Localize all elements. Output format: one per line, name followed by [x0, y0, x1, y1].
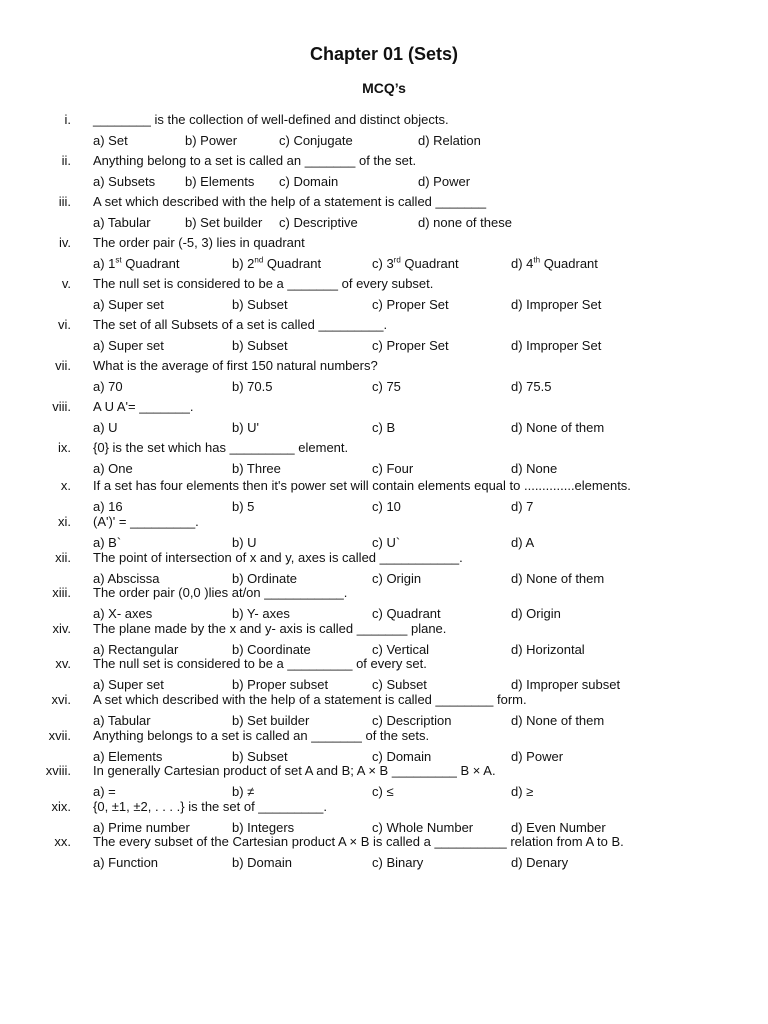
question-item	[0, 512, 768, 552]
question-text: In generally Cartesian product of set A and B; A × B _________ B × A.	[93, 763, 496, 778]
question-text: The every subset of the Cartesian product A × B is called a __________ relation from A to B.	[93, 834, 624, 849]
option-b: b) Power	[185, 133, 238, 148]
option-d: d) Horizontal	[511, 642, 585, 657]
option-a: a) Tabular	[93, 215, 151, 230]
question-item	[0, 690, 768, 730]
option-a: a) =	[93, 784, 116, 799]
option-c: c) ≤	[372, 784, 394, 799]
option-d: d) Improper Set	[511, 338, 602, 353]
option-d: d) ≥	[511, 784, 534, 799]
question-number: xvi.	[51, 692, 71, 707]
option-c: c) Four	[372, 461, 414, 476]
option-d: d) Improper Set	[511, 297, 602, 312]
option-b: b) 2nd Quadrant	[232, 255, 322, 271]
question-text: The plane made by the x and y- axis is called _______ plane.	[93, 621, 447, 636]
option-b: b) Subset	[232, 749, 288, 764]
option-b: b) ≠	[232, 784, 255, 799]
option-d: d) Denary	[511, 855, 569, 870]
option-d: d) A	[511, 535, 535, 550]
option-a: a) 16	[93, 499, 123, 514]
option-b: b) Three	[232, 461, 281, 476]
question-text: The point of intersection of x and y, axes is called ___________.	[93, 550, 463, 565]
question-text: A set which described with the help of a statement is called _______	[93, 194, 487, 209]
option-d: d) 75.5	[511, 379, 552, 394]
question-text: The order pair (0,0 )lies at/on ___________.	[93, 585, 348, 600]
question-text: Anything belong to a set is called an _______ of the set.	[93, 153, 417, 168]
option-b: b) Y- axes	[232, 606, 290, 621]
question-text: The order pair (-5, 3) lies in quadrant	[93, 235, 305, 250]
option-d: d) Even Number	[511, 820, 606, 835]
option-c: c) Binary	[372, 855, 424, 870]
option-a: a) One	[93, 461, 133, 476]
option-a: a) B`	[93, 535, 122, 550]
question-item	[0, 151, 768, 191]
question-number: i.	[64, 112, 71, 127]
option-d: d) Relation	[418, 133, 481, 148]
option-c: c) B	[372, 420, 396, 435]
question-text: What is the average of first 150 natural numbers?	[93, 358, 378, 373]
option-d: d) None of them	[511, 713, 605, 728]
question-number: vi.	[58, 317, 71, 332]
question-number: xiv.	[52, 621, 71, 636]
question-item	[0, 274, 768, 314]
option-d: d) None	[511, 461, 558, 476]
question-number: iii.	[58, 194, 71, 209]
question-number: xviii.	[45, 763, 71, 778]
option-a: a) X- axes	[93, 606, 153, 621]
option-a: a) Prime number	[93, 820, 190, 835]
question-item	[0, 397, 768, 437]
option-a: a) Super set	[93, 297, 164, 312]
question-item	[0, 110, 768, 150]
question-item	[0, 726, 768, 766]
option-d: d) Power	[418, 174, 471, 189]
option-b: b) Ordinate	[232, 571, 298, 586]
option-b: b) Elements	[185, 174, 255, 189]
option-a: a) 1st Quadrant	[93, 255, 180, 271]
question-text: (A')' = _________.	[93, 514, 199, 529]
option-c: c) Proper Set	[372, 338, 449, 353]
option-b: b) U	[232, 535, 257, 550]
question-item	[0, 654, 768, 694]
option-d: d) Improper subset	[511, 677, 621, 692]
option-d: d) 7	[511, 499, 534, 514]
question-number: v.	[61, 276, 71, 291]
option-c: c) Domain	[279, 174, 339, 189]
question-number: xx.	[54, 834, 71, 849]
question-number: xiii.	[52, 585, 71, 600]
question-item	[0, 761, 768, 801]
question-text: The null set is considered to be a _________ of every set.	[93, 656, 427, 671]
question-number: vii.	[55, 358, 71, 373]
question-item	[0, 832, 768, 872]
option-d: d) none of these	[418, 215, 512, 230]
option-b: b) Subset	[232, 338, 288, 353]
question-item	[0, 548, 768, 588]
option-a: a) Set	[93, 133, 128, 148]
question-number: ii.	[61, 153, 71, 168]
option-a: a) 70	[93, 379, 123, 394]
option-b: b) Coordinate	[232, 642, 311, 657]
question-number: x.	[60, 478, 71, 493]
option-c: c) Description	[372, 713, 452, 728]
question-text: Anything belongs to a set is called an _______ of the sets.	[93, 728, 430, 743]
section-heading: MCQ’s	[362, 80, 406, 96]
question-text: A U A'= _______.	[93, 399, 194, 414]
option-c: c) Domain	[372, 749, 432, 764]
question-item	[0, 583, 768, 623]
option-c: c) 75	[372, 379, 401, 394]
question-text: A set which described with the help of a statement is called ________ form.	[93, 692, 527, 707]
option-a: a) Elements	[93, 749, 163, 764]
option-c: c) Proper Set	[372, 297, 449, 312]
question-text: {0, ±1, ±2, . . . .} is the set of _________.	[93, 799, 327, 814]
question-number: xv.	[55, 656, 71, 671]
option-a: a) Abscissa	[93, 571, 160, 586]
option-a: a) Rectangular	[93, 642, 179, 657]
option-b: b) U'	[232, 420, 260, 435]
question-number: iv.	[58, 235, 71, 250]
question-item	[0, 619, 768, 659]
chapter-title: Chapter 01 (Sets)	[309, 44, 459, 64]
question-text: If a set has four elements then it's power set will contain elements equal to ..............elements.	[93, 478, 631, 493]
option-c: c) U`	[372, 535, 401, 550]
question-item	[0, 315, 768, 355]
question-item	[0, 192, 768, 232]
option-b: b) Proper subset	[232, 677, 329, 692]
option-c: c) 3rd Quadrant	[372, 255, 459, 271]
option-b: b) Subset	[232, 297, 288, 312]
option-d: d) 4th Quadrant	[511, 255, 598, 271]
question-text: ________ is the collection of well-defined and distinct objects.	[93, 112, 449, 127]
option-a: a) Function	[93, 855, 159, 870]
question-number: xi.	[58, 514, 71, 529]
option-c: c) Conjugate	[279, 133, 353, 148]
option-c: c) Vertical	[372, 642, 430, 657]
option-b: b) 70.5	[232, 379, 273, 394]
question-text: The null set is considered to be a _______ of every subset.	[93, 276, 434, 291]
option-b: b) 5	[232, 499, 255, 514]
option-c: c) Quadrant	[372, 606, 441, 621]
option-a: a) Super set	[93, 677, 164, 692]
option-b: b) Set builder	[232, 713, 310, 728]
question-item	[0, 797, 768, 837]
option-c: c) 10	[372, 499, 401, 514]
option-d: d) None of them	[511, 571, 605, 586]
question-item	[0, 356, 768, 396]
option-a: a) U	[93, 420, 118, 435]
question-item	[0, 476, 768, 516]
option-c: c) Whole Number	[372, 820, 474, 835]
option-d: d) Power	[511, 749, 564, 764]
option-a: a) Subsets	[93, 174, 156, 189]
question-item	[0, 438, 768, 478]
option-a: a) Super set	[93, 338, 164, 353]
option-b: b) Integers	[232, 820, 295, 835]
option-c: c) Descriptive	[279, 215, 358, 230]
option-b: b) Set builder	[185, 215, 263, 230]
question-number: ix.	[58, 440, 71, 455]
option-b: b) Domain	[232, 855, 292, 870]
question-text: {0} is the set which has _________ element.	[93, 440, 349, 455]
question-text: The set of all Subsets of a set is called _________.	[93, 317, 388, 332]
option-a: a) Tabular	[93, 713, 151, 728]
option-d: d) None of them	[511, 420, 605, 435]
option-c: c) Subset	[372, 677, 427, 692]
question-number: xix.	[51, 799, 71, 814]
question-number: xii.	[55, 550, 71, 565]
option-d: d) Origin	[511, 606, 561, 621]
option-c: c) Origin	[372, 571, 422, 586]
question-item	[0, 233, 768, 273]
question-number: xvii.	[48, 728, 71, 743]
question-number: viii.	[52, 399, 71, 414]
